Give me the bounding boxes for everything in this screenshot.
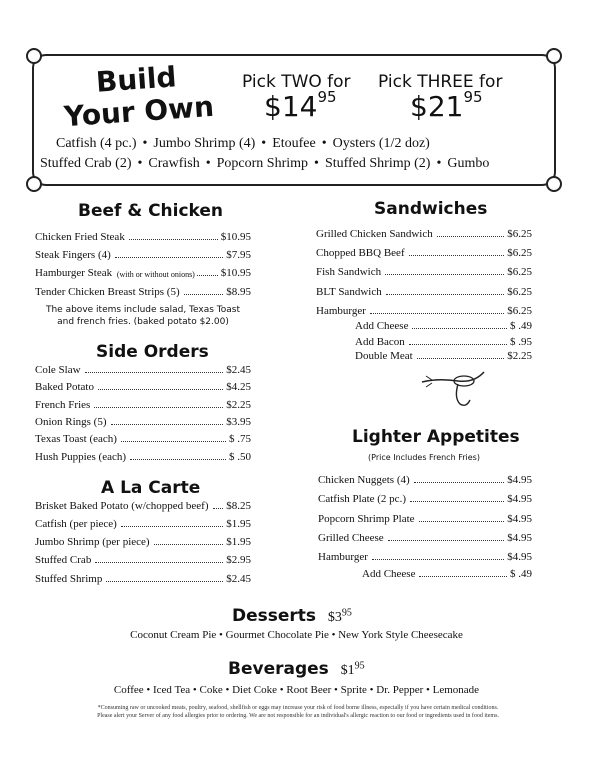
menu-item: Jumbo Shrimp (per piece) $1.95	[35, 536, 251, 548]
lighter-appetites-heading: Lighter Appetites	[352, 427, 520, 447]
menu-item: Fish Sandwich $6.25	[316, 266, 532, 278]
box-corner-ornament	[26, 48, 42, 64]
menu-addon: Double Meat $2.25	[355, 350, 532, 362]
menu-item: French Fries $2.25	[35, 399, 251, 411]
beef-chicken-heading: Beef & Chicken	[78, 201, 224, 221]
menu-item: Popcorn Shrimp Plate $4.95	[318, 513, 532, 525]
side-orders-heading: Side Orders	[96, 342, 209, 362]
menu-item: Steak Fingers (4) $7.95	[35, 249, 251, 261]
menu-item: Grilled Cheese $4.95	[318, 532, 532, 544]
menu-item: Chopped BBQ Beef $6.25	[316, 247, 532, 259]
menu-item: Catfish Plate (2 pc.) $4.95	[318, 493, 532, 505]
menu-item: Catfish (per piece) $1.95	[35, 518, 251, 530]
menu-item: Chicken Fried Steak $10.95	[35, 231, 251, 243]
build-title: Build	[94, 60, 178, 99]
pick-three-price: $\$21^{95}$	[410, 87, 483, 123]
a-la-carte-heading: A La Carte	[101, 478, 201, 498]
beverages-price: $\$1^{95}$	[340, 660, 365, 678]
menu-addon: Add Cheese $ .49	[362, 568, 532, 580]
build-options-line-2: Stuffed Crab (2) • Crawfish • Popcorn Shrimp • Stuffed Shrimp (2) • Gumbo	[40, 156, 490, 171]
fishing-lure-icon	[418, 364, 488, 414]
pick-two-label: Pick TWO for	[242, 72, 351, 92]
box-corner-ornament	[546, 48, 562, 64]
beef-chicken-footnote: The above items include salad, Texas Toast and french fries. (baked potato $2.00)	[45, 305, 240, 327]
lighter-appetites-subheading: (Price Includes French Fries)	[368, 453, 480, 462]
menu-item: Grilled Chicken Sandwich $6.25	[316, 228, 532, 240]
pick-three-label: Pick THREE for	[378, 72, 503, 92]
sandwiches-heading: Sandwiches	[374, 199, 488, 219]
desserts-items: Coconut Cream Pie • Gourmet Chocolate Pie • New York Style Cheesecake	[130, 629, 463, 641]
menu-item: Tender Chicken Breast Strips (5) $8.95	[35, 286, 251, 298]
desserts-price: $\$3^{95}$	[327, 607, 352, 625]
build-options-line-1: Catfish (4 pc.) • Jumbo Shrimp (4) • Etoufee • Oysters (1/2 doz)	[56, 136, 430, 151]
menu-item: Onion Rings (5) $3.95	[35, 416, 251, 428]
beverages-items: Coffee • Iced Tea • Coke • Diet Coke • Root Beer • Sprite • Dr. Pepper • Lemonade	[113, 684, 480, 696]
menu-item: Hamburger Steak (with or without onions) $10.95	[35, 267, 251, 279]
menu-item: Texas Toast (each) $ .75	[35, 433, 251, 445]
menu-item: Cole Slaw $2.45	[35, 364, 251, 376]
menu-item: Chicken Nuggets (4) $4.95	[318, 474, 532, 486]
menu-item: Hamburger $6.25	[316, 305, 532, 317]
menu-item: Baked Potato $4.25	[35, 381, 251, 393]
menu-item: Hamburger $4.95	[318, 551, 532, 563]
desserts-heading: Desserts $\$3^{95}$	[232, 606, 352, 626]
allergy-disclaimer: *Consuming raw or uncooked meats, poultry, seafood, shellfish or eggs may increase your risk of food borne illness, especially if you have certain medical conditions. Please alert your Server of any food allergies prior to ordering. We are not responsible for an individual's allergic reaction to our food or ingredients used in food items.	[97, 705, 499, 719]
menu-item: Brisket Baked Potato (w/chopped beef) $8.25	[35, 500, 251, 512]
menu-addon: Add Cheese $ .49	[355, 320, 532, 332]
menu-item: Stuffed Shrimp $2.45	[35, 573, 251, 585]
beverages-heading: Beverages $\$1^{95}$	[228, 659, 365, 679]
menu-item: Stuffed Crab $2.95	[35, 554, 251, 566]
box-corner-ornament	[546, 176, 562, 192]
menu-item: Hush Puppies (each) $ .50	[35, 451, 251, 463]
pick-two-price: $\$14^{95}$	[264, 87, 337, 123]
your-own-title: Your Own	[62, 89, 215, 134]
menu-addon: Add Bacon $ .95	[355, 336, 532, 348]
box-corner-ornament	[26, 176, 42, 192]
menu-item: BLT Sandwich $6.25	[316, 286, 532, 298]
